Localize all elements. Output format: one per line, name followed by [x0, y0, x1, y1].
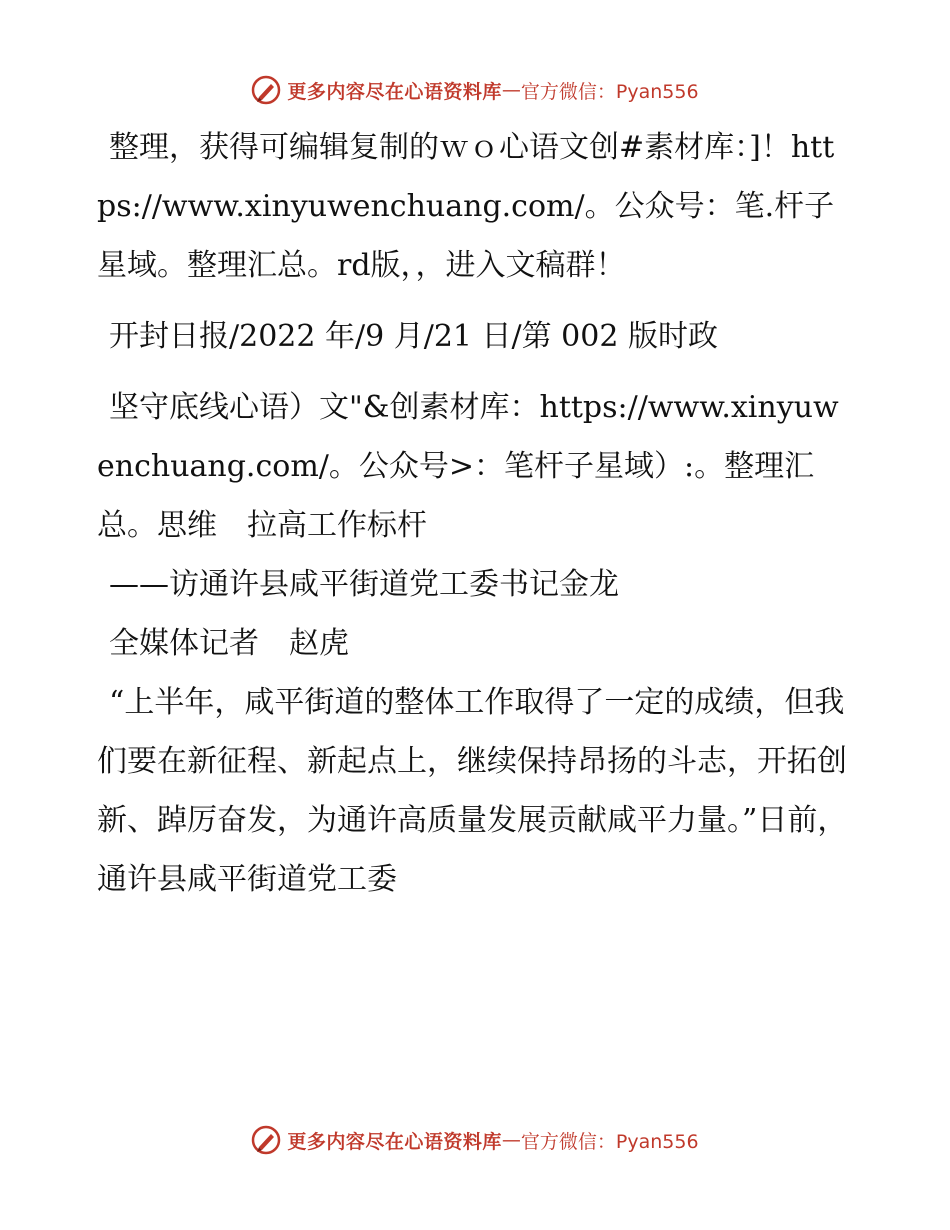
document-body: [97, 118, 852, 909]
pen-logo-icon: [251, 1125, 281, 1155]
subtitle: ——访通许县咸平街道党工委书记金龙: [109, 567, 619, 602]
footer-banner-wechat: 官方微信：Pyan556: [520, 1130, 699, 1153]
footer-banner: [0, 1120, 950, 1160]
footer-banner-main: 更多内容尽在心语资料库: [287, 1130, 502, 1153]
header-banner-wechat: 官方微信：Pyan556: [520, 80, 699, 103]
pen-logo-icon: [251, 75, 281, 105]
header-banner-sep: —: [501, 79, 521, 101]
byline: 全媒体记者 赵虎: [109, 626, 349, 661]
body-paragraph: “上半年，咸平街道的整体工作取得了一定的成绩，但我们要在新征程、新起点上，继续保持昂扬的斗志，开拓创新、踔厉奋发，为通许高质量发展贡献咸平力量。”日前，通许县咸平街道党工委: [97, 685, 848, 897]
footer-banner-sep: —: [501, 1129, 521, 1151]
headline-paragraph: 坚守底线心语）文"&创素材库：https://www.xinyuwenchuang.com/。公众号>：笔杆子星域）:。整理汇总。思维 拉高工作标杆: [97, 390, 839, 543]
header-banner: [0, 70, 950, 110]
header-banner-main: 更多内容尽在心语资料库: [287, 80, 502, 103]
intro-paragraph: 整理，获得可编辑复制的ｗｏ心语文创#素材库：]！https://www.xinyuwenchuang.com/。公众号：笔.杆子星域。整理汇总。rd版，，进入文稿群！: [97, 130, 835, 283]
dateline: 开封日报/2022 年/9 月/21 日/第 002 版时政: [109, 319, 718, 354]
